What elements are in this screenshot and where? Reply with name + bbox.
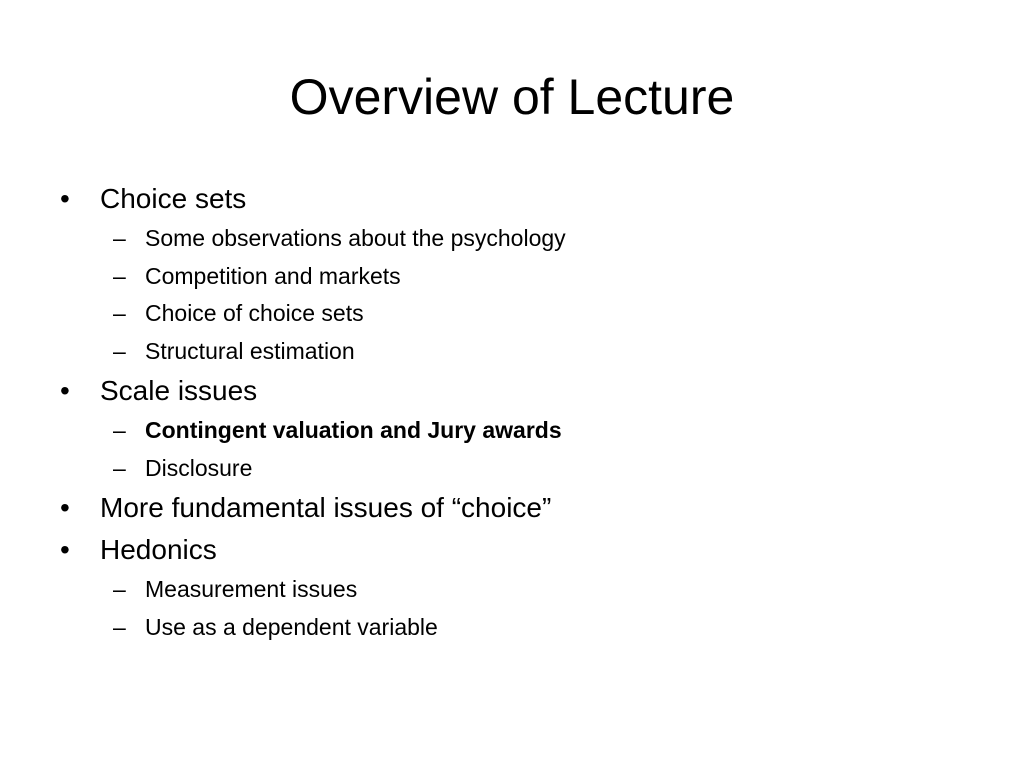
dash-icon: – [113,613,126,640]
sub-bullet-item [60,295,960,333]
sub-bullet-text: Measurement issues [145,576,358,602]
sub-bullet-item [60,450,960,488]
bullet-icon: • [60,492,70,523]
bullet-text: Scale issues [100,375,258,406]
sub-bullet-item [60,609,960,647]
sub-bullet-text: Structural estimation [145,337,355,364]
dash-icon: – [113,417,126,443]
bullet-text: More fundamental issues of “choice” [100,492,552,523]
sub-bullet-item [60,258,960,296]
sub-bullet-item [60,220,960,258]
sub-bullet-text: Use as a dependent variable [145,613,438,640]
bullet-text: Choice sets [100,183,247,214]
bullet-item [60,529,960,571]
bullet-icon: • [60,534,70,565]
sub-bullet-item [60,333,960,371]
dash-icon: – [113,454,126,481]
bullet-item [60,487,960,529]
dash-icon: – [113,262,126,289]
sub-bullet-item [60,571,960,609]
sub-bullet-text: Choice of choice sets [145,300,364,326]
dash-icon: – [113,225,126,251]
bullet-icon: • [60,375,70,406]
bullet-text: Hedonics [100,534,217,565]
bullet-item [60,178,960,220]
bullet-icon: • [60,183,70,214]
slide-title: Overview of Lecture [289,69,735,125]
sub-bullet-text: Competition and markets [145,262,401,289]
dash-icon: – [113,337,126,364]
sub-bullet-item [60,412,960,450]
sub-bullet-text: Some observations about the psychology [145,225,566,251]
sub-bullet-text-bold: Contingent valuation and Jury awards [145,417,562,443]
bullet-item [60,370,960,412]
dash-icon: – [113,300,126,326]
dash-icon: – [113,576,126,602]
sub-bullet-text: Disclosure [145,454,253,481]
bullet-list [60,178,960,646]
